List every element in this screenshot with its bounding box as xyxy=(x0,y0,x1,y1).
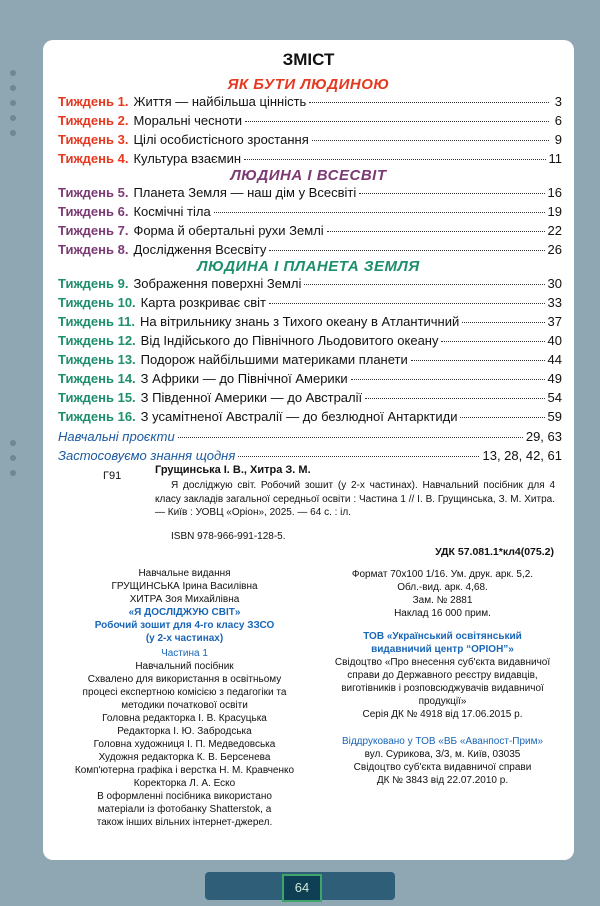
section-title: ЯК БУТИ ЛЮДИНОЮ xyxy=(227,76,390,93)
left-imprint xyxy=(67,567,302,829)
toc-extra-title: Навчальні проєкти xyxy=(58,429,175,444)
toc-item[interactable] xyxy=(58,409,562,428)
toc-item[interactable] xyxy=(58,276,562,295)
toc-item-title: Космічні тіла xyxy=(133,204,211,219)
catalog-authors: Грущинська І. В., Хитра З. М. xyxy=(155,464,311,476)
toc-item-title: Планета Земля — наш дім у Всесвіті xyxy=(133,185,357,200)
author-2: ХИТРА Зоя Михайлівна xyxy=(129,594,240,605)
book-title: «Я ДОСЛІДЖУЮ СВІТ» xyxy=(128,607,241,618)
toc-item-title: З Африки — до Північної Америки xyxy=(140,371,348,386)
toc-item-page: 22 xyxy=(547,223,562,238)
toc-item-title: На вітрильнику знань з Тихого океану в Атлантичний xyxy=(139,314,460,329)
toc-item-title: Від Індійського до Північного Льодовитого океану xyxy=(140,333,439,348)
toc-item-title: Цілі особистісного зростання xyxy=(133,132,309,147)
week-label: Тиждень 13. xyxy=(58,352,136,367)
week-label: Тиждень 11. xyxy=(58,314,135,329)
contents-title: ЗМІСТ xyxy=(282,50,335,69)
toc-item-page: 54 xyxy=(547,390,562,405)
week-label: Тиждень 4. xyxy=(58,151,129,166)
toc-item-title: Карта розкриває світ xyxy=(140,295,267,310)
publisher: ТОВ «Український освітянський видавничий центр “ОРІОН”» xyxy=(363,631,522,655)
toc-item[interactable] xyxy=(58,94,562,113)
toc-item-page: 49 xyxy=(547,371,562,386)
corrector: Коректорка Л. А. Еско xyxy=(133,778,236,789)
format: Формат 70x100 1/16. Ум. друк. арк. 5,2. xyxy=(351,569,534,580)
page xyxy=(43,40,574,860)
toc-item[interactable] xyxy=(58,204,562,223)
toc-item-page: 37 xyxy=(547,314,562,329)
week-label: Тиждень 14. xyxy=(58,371,136,386)
toc-item-page: 19 xyxy=(547,204,562,219)
volume: Обл.-вид. арк. 4,68. xyxy=(397,582,488,593)
toc-item[interactable] xyxy=(58,223,562,242)
toc-item-title: Подорож найбільшими материками планети xyxy=(140,352,408,367)
toc-item[interactable] xyxy=(58,371,562,390)
frame-decoration xyxy=(10,440,16,476)
printer-address: вул. Сурикова, 3/3, м. Київ, 03035 xyxy=(364,749,521,760)
frame-decoration xyxy=(10,70,16,136)
toc-item-title: Моральні чесноти xyxy=(133,113,242,128)
catalog-description: Я досліджую світ. Робочий зошит (у 2-х частинах). Навчальний посібник для 4 класу закладів загальної середньої освіти : Частина 1 // І. В. Грущинська, З. М. Хитра. — Київ : УОВЦ «Оріон», 2025. — 64 с. : іл. xyxy=(155,480,555,518)
toc-item-page: 44 xyxy=(547,352,562,367)
printer-series: ДК № 3843 від 22.07.2010 р. xyxy=(376,775,509,786)
week-label: Тиждень 10. xyxy=(58,295,136,310)
toc-item-page: 9 xyxy=(554,132,562,147)
series: Серія ДК № 4918 від 17.06.2015 р. xyxy=(362,709,523,720)
book-type: Навчальний посібник xyxy=(135,661,234,672)
toc-extra-page: 13, 28, 42, 61 xyxy=(482,448,562,463)
certificate: Свідоцтво «Про внесення суб'єкта видавничої справи до Державного реєстру видавців, виготівників і розповсюджувачів видавничої продукції» xyxy=(334,657,551,707)
right-imprint xyxy=(325,568,560,787)
toc-item-page: 3 xyxy=(554,94,562,109)
section-title: ЛЮДИНА І ВСЕСВІТ xyxy=(230,167,387,184)
photo-credits: В оформленні посібника використано матеріали із фотобанку Shatterstok, а також інших вільних інтернет-джерел. xyxy=(96,791,273,828)
toc-item-page: 30 xyxy=(547,276,562,291)
page-number: 64 xyxy=(282,874,322,902)
toc-item[interactable] xyxy=(58,352,562,371)
week-label: Тиждень 16. xyxy=(58,409,136,424)
printer-cert: Свідоцтво суб'єкта видавничої справи xyxy=(353,762,532,773)
toc-item[interactable] xyxy=(58,314,562,333)
toc-item[interactable] xyxy=(58,185,562,204)
toc-item-page: 26 xyxy=(547,242,562,257)
toc-item-title: Зображення поверхні Землі xyxy=(133,276,302,291)
week-label: Тиждень 9. xyxy=(58,276,129,291)
book-part: Частина 1 xyxy=(161,648,208,659)
graphics: Комп'ютерна графіка і верстка Н. М. Кравченко xyxy=(74,765,295,776)
toc-item[interactable] xyxy=(58,113,562,132)
editor: Редакторка І. Ю. Забродська xyxy=(117,726,252,737)
week-label: Тиждень 1. xyxy=(58,94,129,109)
toc-item-page: 33 xyxy=(547,295,562,310)
author-1: ГРУЩИНСЬКА Ірина Василівна xyxy=(111,581,258,592)
toc-item-title: З Південної Америки — до Австралії xyxy=(140,390,363,405)
printed-by: Віддруковано у ТОВ «ВБ «Аванпост-Прим» xyxy=(341,736,544,747)
toc-item-title: Життя — найбільша цінність xyxy=(133,94,307,109)
toc-item-title: З усамітненої Австралії — до безлюдної Антарктиди xyxy=(140,409,458,424)
edition-label: Навчальне видання xyxy=(138,568,231,579)
week-label: Тиждень 12. xyxy=(58,333,136,348)
art-chief: Головна художниця І. П. Медведовська xyxy=(93,739,276,750)
book-subtitle: Робочий зошит для 4-го класу ЗЗСО xyxy=(94,620,275,631)
week-label: Тиждень 8. xyxy=(58,242,129,257)
toc-item-title: Дослідження Всесвіту xyxy=(133,242,267,257)
print-run: Наклад 16 000 прим. xyxy=(394,608,491,619)
approval-text: Схвалено для використання в освітньому процесі експертною комісією з педагогіки та методики початкової освіти xyxy=(82,674,287,711)
order: Зам. № 2881 xyxy=(412,595,473,606)
toc-item-page: 16 xyxy=(547,185,562,200)
week-label: Тиждень 7. xyxy=(58,223,129,238)
toc-extra-title: Застосовуємо знання щодня xyxy=(58,448,236,463)
catalog-isbn: ISBN 978-966-991-128-5. xyxy=(171,531,286,542)
section-title: ЛЮДИНА І ПЛАНЕТА ЗЕМЛЯ xyxy=(197,258,420,275)
toc-extra-page: 29, 63 xyxy=(525,429,562,444)
toc-item[interactable] xyxy=(58,333,562,352)
week-label: Тиждень 15. xyxy=(58,390,136,405)
toc-item-page: 6 xyxy=(554,113,562,128)
catalog-code: Г91 xyxy=(103,470,122,482)
editor-chief: Головна редакторка І. В. Красуцька xyxy=(102,713,267,724)
week-label: Тиждень 6. xyxy=(58,204,129,219)
week-label: Тиждень 5. xyxy=(58,185,129,200)
toc-item[interactable] xyxy=(58,390,562,409)
catalog-udk: УДК 57.081.1*кл4(075.2) xyxy=(435,546,554,558)
week-label: Тиждень 2. xyxy=(58,113,129,128)
toc-item[interactable] xyxy=(58,295,562,314)
art-editor: Художня редакторка К. В. Берсенева xyxy=(98,752,271,763)
toc-item-page: 59 xyxy=(547,409,562,424)
toc-item-title: Культура взаємин xyxy=(133,151,242,166)
toc-item-page: 11 xyxy=(548,151,562,166)
toc-item[interactable] xyxy=(58,132,562,151)
book-parts: (у 2-х частинах) xyxy=(145,633,224,644)
toc-extra[interactable] xyxy=(58,429,562,448)
toc-item-title: Форма й обертальні рухи Землі xyxy=(133,223,324,238)
week-label: Тиждень 3. xyxy=(58,132,129,147)
toc-item-page: 40 xyxy=(547,333,562,348)
